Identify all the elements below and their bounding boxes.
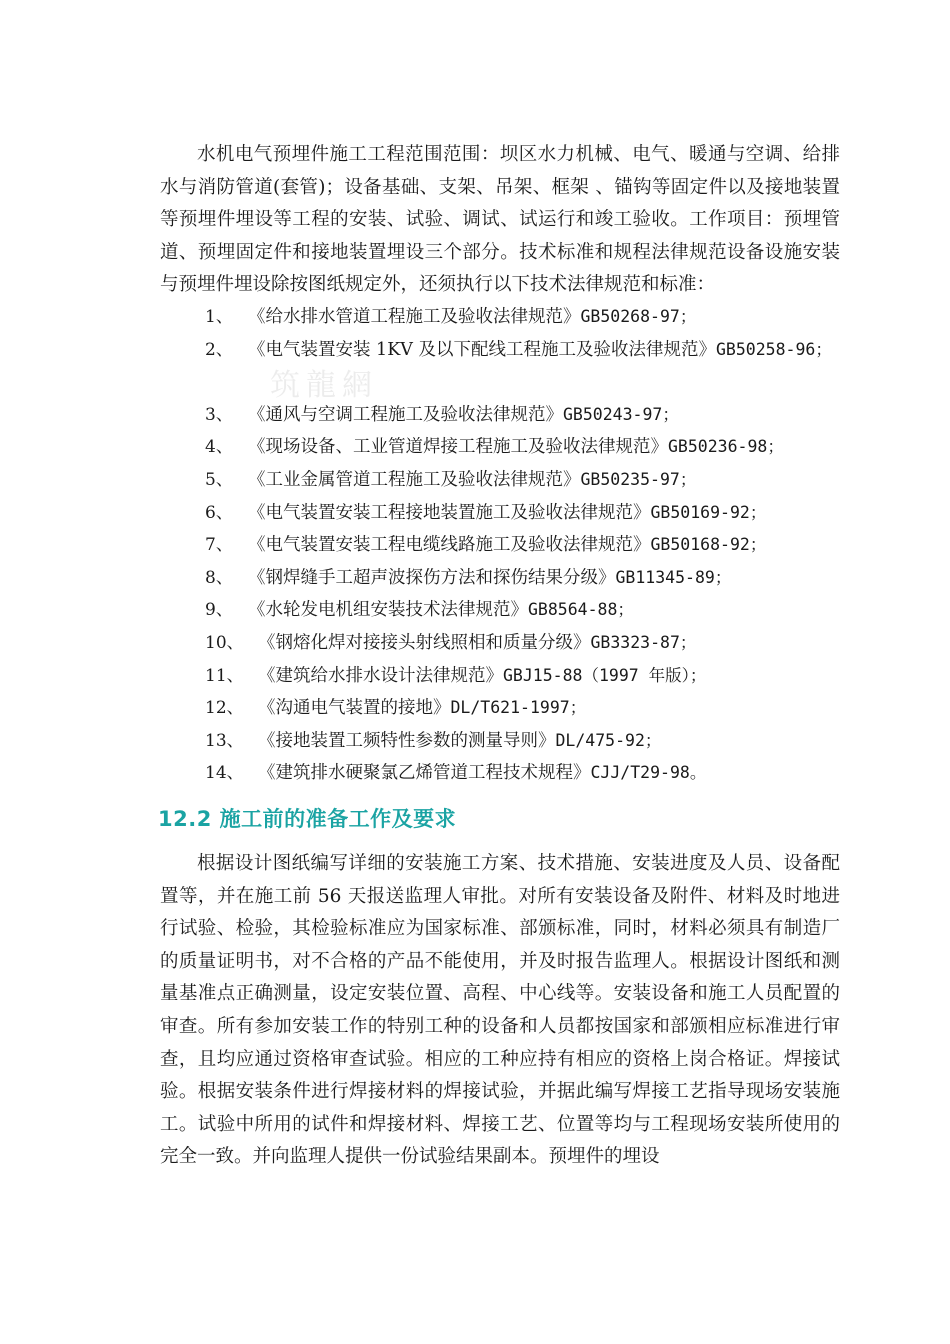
list-item: 5、 《工业金属管道工程施工及验收法律规范》GB50235-97； bbox=[205, 469, 697, 490]
list-item: 6、 《电气装置安装工程接地装置施工及验收法律规范》GB50169-92； bbox=[205, 502, 767, 523]
list-item: 13、 《接地装置工频特性参数的测量导则》DL/475-92； bbox=[205, 730, 662, 751]
list-item: 10、 《钢熔化焊对接接头射线照相和质量分级》GB3323-87； bbox=[205, 632, 697, 653]
list-item: 8、 《钢焊缝手工超声波探伤方法和探伤结果分级》GB11345-89； bbox=[205, 567, 732, 588]
section-title: 施工前的准备工作及要求 bbox=[219, 807, 457, 831]
list-item: 1、 《给水排水管道工程施工及验收法律规范》GB50268-97； bbox=[205, 307, 697, 327]
list-item: 9、 《水轮发电机组安装技术法律规范》GB8564-88； bbox=[205, 600, 634, 621]
section-heading bbox=[158, 803, 456, 833]
watermark: 筑龍網 bbox=[270, 368, 378, 403]
list-item: 14、 《建筑排水硬聚氯乙烯管道工程技术规程》CJJ/T29-98。 bbox=[205, 763, 707, 784]
list-item: 2、 《电气装置安装 1KV 及以下配线工程施工及验收法律规范》GB50258-96； bbox=[205, 339, 832, 360]
list-item: 11、 《建筑给水排水设计法律规范》GBJ15-88（1997 年版）； bbox=[205, 665, 707, 686]
list-item: 4、 《现场设备、工业管道焊接工程施工及验收法律规范》GB50236-98； bbox=[205, 437, 784, 458]
intro-paragraph: 水机电气预埋件施工工程范围范围：坝区水力机械、电气、暖通与空调、给排水与消防管道(套管)；设备基础、支架、吊架、框架 、锚钩等固定件以及接地装置等预埋件埋设等工程的安装、试验、调试、试运行和竣工验收。工作项目：预埋管道、预埋固定件和接地装置埋设三个部分。技术标准和规程法律规范设备设施安装与预埋件埋设除按图纸规定外，还须执行以下技术法律规范和标准： bbox=[160, 144, 840, 296]
section-number: 12.2 bbox=[158, 807, 212, 831]
standards-list bbox=[160, 301, 850, 790]
body-paragraph: 根据设计图纸编写详细的安装施工方案、技术措施、安装进度及人员、设备配置等，并在施工前 56 天报送监理人审批。对所有安装设备及附件、材料及时地进行试验、检验，其检验标准应为国家标准、部颁标准，同时，材料必须具有制造厂的质量证明书，对不合格的产品不能使用，并及时报告监理人。根据设计图纸和测量基准点正确测量，设定安装位置、高程、中心线等。安装设备和施工人员配置的审查。所有参加安装工作的特别工种的设备和人员都按国家和部颁相应标准进行审查，且均应通过资格审查试验。相应的工种应持有相应的资格上岗合格证。焊接试验。根据安装条件进行焊接材料的焊接试验，并据此编写焊接工艺指导现场安装施工。试验中所用的试件和焊接材料、焊接工艺、位置等均与工程现场安装所使用的完全一致。并向监理人提供一份试验结果副本。预埋件的埋设 bbox=[160, 853, 840, 1168]
list-item: 3、 《通风与空调工程施工及验收法律规范》GB50243-97； bbox=[205, 404, 679, 425]
list-item: 7、 《电气装置安装工程电缆线路施工及验收法律规范》GB50168-92； bbox=[205, 535, 767, 556]
list-item: 12、 《沟通电气装置的接地》DL/T621-1997； bbox=[205, 698, 587, 719]
